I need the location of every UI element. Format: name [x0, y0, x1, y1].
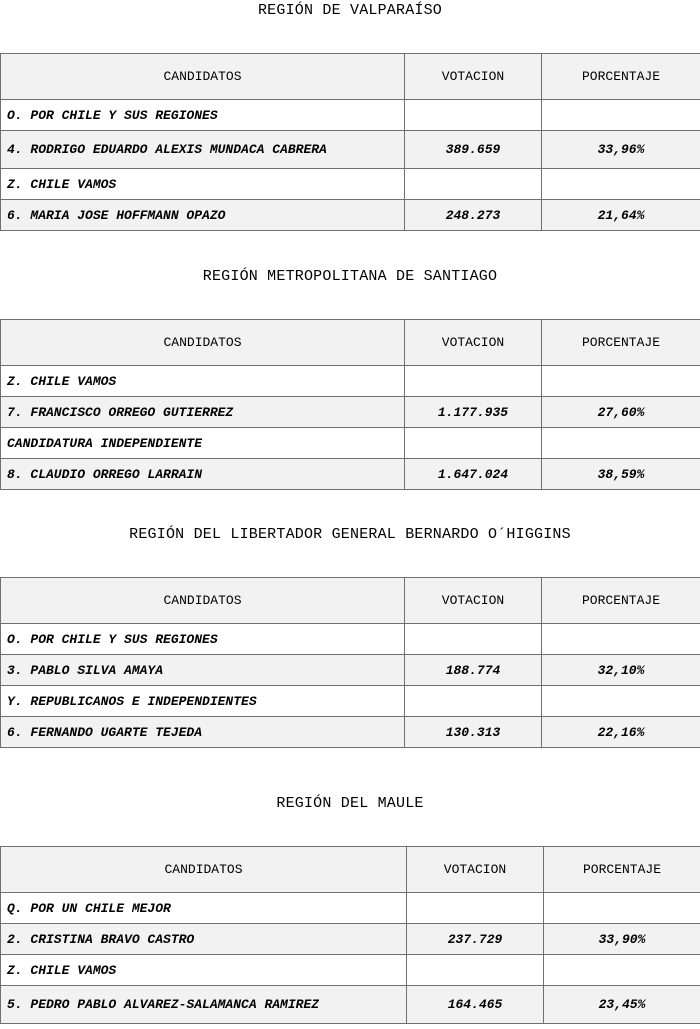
results-table [0, 846, 700, 1024]
votes-cell: 1.177.935 [405, 397, 542, 428]
votes-cell [407, 893, 544, 924]
party-name: Q. POR UN CHILE MEJOR [1, 893, 407, 924]
percent-cell [542, 686, 700, 717]
percent-cell [542, 624, 700, 655]
candidate-name: 6. MARIA JOSE HOFFMANN OPAZO [1, 200, 405, 231]
percent-cell: 27,60% [542, 397, 700, 428]
percent-cell: 33,90% [544, 924, 700, 955]
region-title: REGIÓN DEL MAULE [276, 795, 424, 812]
results-table [0, 319, 700, 490]
percent-cell: 32,10% [542, 655, 700, 686]
candidate-name: 3. PABLO SILVA AMAYA [1, 655, 405, 686]
percent-cell: 22,16% [542, 717, 700, 748]
votes-cell [405, 428, 542, 459]
party-name: Y. REPUBLICANOS E INDEPENDIENTES [1, 686, 405, 717]
votes-cell: 237.729 [407, 924, 544, 955]
party-name: CANDIDATURA INDEPENDIENTE [1, 428, 405, 459]
votes-cell: 130.313 [405, 717, 542, 748]
header-percent: PORCENTAJE [542, 578, 700, 624]
region-maule [0, 793, 700, 1012]
region-title: REGIÓN DE VALPARAÍSO [257, 2, 443, 19]
table-row [1, 428, 700, 459]
table-header [1, 578, 700, 624]
results-table [0, 577, 700, 748]
candidate-name: 8. CLAUDIO ORREGO LARRAIN [1, 459, 405, 490]
table-row [1, 986, 700, 1024]
votes-cell: 248.273 [405, 200, 542, 231]
votes-cell: 1.647.024 [405, 459, 542, 490]
party-name: Z. CHILE VAMOS [1, 955, 407, 986]
region-ohiggins [0, 524, 700, 740]
percent-cell [544, 893, 700, 924]
percent-cell [542, 100, 700, 131]
candidate-name: 7. FRANCISCO ORREGO GUTIERREZ [1, 397, 405, 428]
header-candidates: CANDIDATOS [1, 320, 405, 366]
header-candidates: CANDIDATOS [1, 578, 405, 624]
table-row [1, 366, 700, 397]
table-row [1, 131, 700, 169]
region-title: REGIÓN DEL LIBERTADOR GENERAL BERNARDO O´HIGGINS [129, 526, 571, 543]
votes-cell [405, 624, 542, 655]
table-header [1, 54, 700, 100]
header-candidates: CANDIDATOS [1, 54, 405, 100]
party-name: Z. CHILE VAMOS [1, 366, 405, 397]
percent-cell [542, 428, 700, 459]
votes-cell [405, 169, 542, 200]
table-row [1, 169, 700, 200]
table-row [1, 686, 700, 717]
votes-cell [407, 955, 544, 986]
party-name: O. POR CHILE Y SUS REGIONES [1, 100, 405, 131]
percent-cell [542, 366, 700, 397]
percent-cell: 23,45% [544, 986, 700, 1024]
candidate-name: 6. FERNANDO UGARTE TEJEDA [1, 717, 405, 748]
header-percent: PORCENTAJE [542, 54, 700, 100]
table-row [1, 624, 700, 655]
table-row [1, 397, 700, 428]
votes-cell [405, 366, 542, 397]
candidate-name: 4. RODRIGO EDUARDO ALEXIS MUNDACA CABRERA [1, 131, 405, 169]
votes-cell [405, 100, 542, 131]
table-header [1, 320, 700, 366]
table-row [1, 200, 700, 231]
party-name: Z. CHILE VAMOS [1, 169, 405, 200]
region-metropolitana [0, 266, 700, 482]
table-row [1, 717, 700, 748]
region-title: REGIÓN METROPOLITANA DE SANTIAGO [202, 268, 498, 285]
header-votes: VOTACION [405, 320, 542, 366]
percent-cell: 33,96% [542, 131, 700, 169]
table-header [1, 847, 700, 893]
header-votes: VOTACION [405, 578, 542, 624]
header-votes: VOTACION [405, 54, 542, 100]
header-votes: VOTACION [407, 847, 544, 893]
table-row [1, 893, 700, 924]
table-row [1, 655, 700, 686]
table-row [1, 955, 700, 986]
party-name: O. POR CHILE Y SUS REGIONES [1, 624, 405, 655]
region-valparaiso [0, 0, 700, 223]
percent-cell [542, 169, 700, 200]
table-row [1, 100, 700, 131]
votes-cell: 389.659 [405, 131, 542, 169]
header-candidates: CANDIDATOS [1, 847, 407, 893]
table-row [1, 924, 700, 955]
header-percent: PORCENTAJE [544, 847, 700, 893]
percent-cell [544, 955, 700, 986]
percent-cell: 38,59% [542, 459, 700, 490]
results-table [0, 53, 700, 231]
candidate-name: 5. PEDRO PABLO ALVAREZ-SALAMANCA RAMIREZ [1, 986, 407, 1024]
votes-cell [405, 686, 542, 717]
header-percent: PORCENTAJE [542, 320, 700, 366]
candidate-name: 2. CRISTINA BRAVO CASTRO [1, 924, 407, 955]
votes-cell: 188.774 [405, 655, 542, 686]
percent-cell: 21,64% [542, 200, 700, 231]
table-row [1, 459, 700, 490]
votes-cell: 164.465 [407, 986, 544, 1024]
